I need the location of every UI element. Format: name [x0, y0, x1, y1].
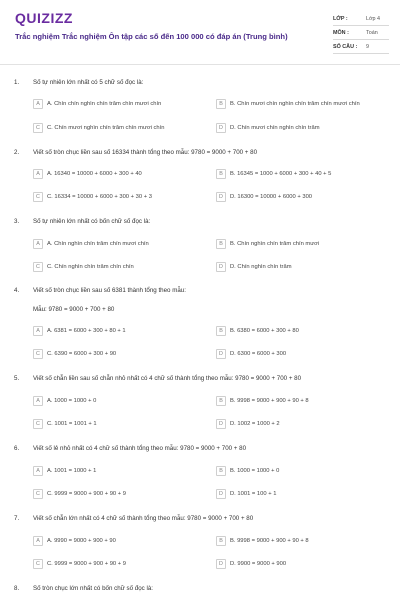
option-text: B. 6380 = 6000 + 300 + 80 — [230, 327, 299, 334]
option-text: C. Chín mươi nghìn chín trăm chín mươi chín — [47, 124, 165, 131]
option-letter: C — [33, 559, 43, 569]
option-d[interactable] — [216, 261, 292, 272]
option-text: D. 16300 = 10000 + 6000 + 300 — [230, 193, 313, 200]
option-text: D. 6300 = 6000 + 300 — [230, 350, 287, 357]
option-letter: C — [33, 262, 43, 272]
option-c[interactable] — [33, 348, 116, 359]
option-d[interactable] — [216, 488, 276, 499]
meta-row-class — [333, 12, 389, 26]
option-text: C. 9999 = 9000 + 900 + 90 + 9 — [47, 490, 126, 497]
question-text — [14, 79, 143, 86]
option-text: A. 1000 = 1000 + 0 — [47, 397, 97, 404]
option-b[interactable] — [216, 98, 360, 109]
option-letter: A — [33, 239, 43, 249]
meta-row-question-count — [333, 40, 389, 54]
question-text — [14, 445, 246, 452]
question-text — [14, 149, 257, 156]
question-text — [14, 218, 150, 225]
option-text: A. Chín nghìn chín trăm chín mươi chín — [47, 240, 149, 247]
question-number: 1. — [14, 79, 20, 86]
question-text — [14, 287, 186, 294]
question-number: 6. — [14, 445, 20, 452]
option-text: D. Chín mươi chín nghìn chín trăm — [230, 124, 320, 131]
option-letter: B — [216, 466, 226, 476]
option-a[interactable] — [33, 395, 96, 406]
meta-row-subject — [333, 26, 389, 40]
option-d[interactable] — [216, 122, 320, 133]
option-letter: A — [33, 99, 43, 109]
option-c[interactable] — [33, 418, 97, 429]
question-example: Mẫu: 9780 = 9000 + 700 + 80 — [33, 306, 115, 313]
option-text: D. 1002 = 1000 + 2 — [230, 420, 280, 427]
option-b[interactable] — [216, 535, 309, 546]
option-b[interactable] — [216, 238, 319, 249]
option-letter: D — [216, 419, 226, 429]
option-a[interactable] — [33, 325, 126, 336]
option-letter: D — [216, 349, 226, 359]
option-text: B. Chín nghìn chín trăm chín mươi — [230, 240, 320, 247]
question-text — [14, 375, 301, 382]
option-letter: A — [33, 326, 43, 336]
option-letter: B — [216, 239, 226, 249]
option-text: C. 1001 = 1001 + 1 — [47, 420, 97, 427]
option-letter: B — [216, 536, 226, 546]
option-c[interactable] — [33, 558, 126, 569]
option-a[interactable] — [33, 168, 142, 179]
option-letter: B — [216, 99, 226, 109]
option-text: D. Chín nghìn chín trăm — [230, 263, 292, 270]
question-number: 4. — [14, 287, 20, 294]
option-a[interactable] — [33, 465, 96, 476]
option-text: C. 6390 = 6000 + 300 + 90 — [47, 350, 117, 357]
worksheet-title: Trắc nghiệm Trắc nghiệm Ôn tập các số đến 100 000 có đáp án (Trung bình) — [15, 32, 288, 41]
option-text: C. 9999 = 9000 + 900 + 90 + 9 — [47, 560, 126, 567]
quizizz-logo: QUIZIZZ — [15, 10, 73, 26]
question-text — [14, 585, 153, 592]
option-c[interactable] — [33, 488, 126, 499]
meta-label: SỐ CÂU : — [333, 43, 358, 50]
option-letter: B — [216, 326, 226, 336]
option-d[interactable] — [216, 191, 312, 202]
option-b[interactable] — [216, 325, 299, 336]
question-number: 7. — [14, 515, 20, 522]
option-c[interactable] — [33, 191, 152, 202]
option-c[interactable] — [33, 122, 165, 133]
question-number: 8. — [14, 585, 20, 592]
option-letter: A — [33, 536, 43, 546]
question-number: 2. — [14, 149, 20, 156]
option-text: D. 9900 = 9000 + 900 — [230, 560, 287, 567]
option-text: B. 1000 = 1000 + 0 — [230, 467, 280, 474]
question-number: 5. — [14, 375, 20, 382]
option-letter: C — [33, 419, 43, 429]
option-letter: C — [33, 192, 43, 202]
option-text: B. 16345 = 1000 + 6000 + 300 + 40 + 5 — [230, 170, 332, 177]
question-prompt: Viết số lẻ nhỏ nhất có 4 chữ số thành tổng theo mẫu: 9780 = 9000 + 700 + 80 — [33, 445, 247, 452]
option-d[interactable] — [216, 348, 286, 359]
option-letter: D — [216, 192, 226, 202]
option-b[interactable] — [216, 168, 331, 179]
worksheet-header — [0, 0, 400, 62]
option-text: B. 9998 = 9000 + 900 + 90 + 8 — [230, 537, 309, 544]
meta-label: MÔN : — [333, 29, 349, 36]
meta-value: 9 — [366, 43, 369, 50]
option-d[interactable] — [216, 418, 280, 429]
option-letter: A — [33, 466, 43, 476]
option-text: C. Chín nghìn chín trăm chín chín — [47, 263, 134, 270]
option-letter: C — [33, 123, 43, 133]
question-prompt: Số tự nhiên lớn nhất có bốn chữ số đọc là: — [33, 218, 151, 225]
option-letter: D — [216, 262, 226, 272]
option-letter: C — [33, 349, 43, 359]
question-prompt: Số tự nhiên lớn nhất có 5 chữ số đọc là: — [33, 79, 144, 86]
option-letter: B — [216, 169, 226, 179]
question-prompt: Viết số tròn chục liền sau số 6381 thành tổng theo mẫu: — [33, 287, 186, 294]
question-prompt: Viết số chẵn lớn nhất có 4 chữ số thành tổng theo mẫu: 9780 = 9000 + 700 + 80 — [33, 515, 254, 522]
question-number: 3. — [14, 218, 20, 225]
option-b[interactable] — [216, 465, 279, 476]
option-text: A. 6381 = 6000 + 300 + 80 + 1 — [47, 327, 126, 334]
option-text: B. Chín mươi chín nghìn chín trăm chín mươi chín — [230, 100, 360, 107]
worksheet-meta — [333, 12, 389, 54]
option-text: D. 1001 = 100 + 1 — [230, 490, 277, 497]
meta-value: Lớp 4 — [366, 15, 381, 22]
option-letter: D — [216, 559, 226, 569]
option-letter: A — [33, 169, 43, 179]
question-prompt: Viết số tròn chục liền sau số 16334 thành tổng theo mẫu: 9780 = 9000 + 700 + 80 — [33, 149, 258, 156]
option-letter: D — [216, 123, 226, 133]
option-text: A. 16340 = 10000 + 6000 + 300 + 40 — [47, 170, 142, 177]
header-divider — [0, 64, 400, 65]
option-b[interactable] — [216, 395, 309, 406]
option-letter: A — [33, 396, 43, 406]
question-prompt: Viết số chẵn liền sau số chẵn nhỏ nhất có 4 chữ số thành tổng theo mẫu: 9780 = 9000 + 700 + 80 — [33, 375, 302, 382]
meta-label: LỚP : — [333, 15, 348, 22]
question-text — [14, 515, 253, 522]
question-prompt: Số tròn chục lớn nhất có bốn chữ số đọc là: — [33, 585, 153, 592]
option-c[interactable] — [33, 261, 134, 272]
option-text: A. 9990 = 9000 + 900 + 90 — [47, 537, 116, 544]
option-text: C. 16334 = 10000 + 6000 + 300 + 30 + 3 — [47, 193, 152, 200]
option-text: B. 9998 = 9000 + 900 + 90 + 8 — [230, 397, 309, 404]
option-letter: D — [216, 489, 226, 499]
option-a[interactable] — [33, 535, 116, 546]
option-letter: C — [33, 489, 43, 499]
option-a[interactable] — [33, 98, 161, 109]
option-text: A. Chín chín nghìn chín trăm chín mươi chín — [47, 100, 162, 107]
option-d[interactable] — [216, 558, 286, 569]
option-a[interactable] — [33, 238, 149, 249]
option-letter: B — [216, 396, 226, 406]
option-text: A. 1001 = 1000 + 1 — [47, 467, 97, 474]
meta-value: Toán — [366, 29, 378, 36]
